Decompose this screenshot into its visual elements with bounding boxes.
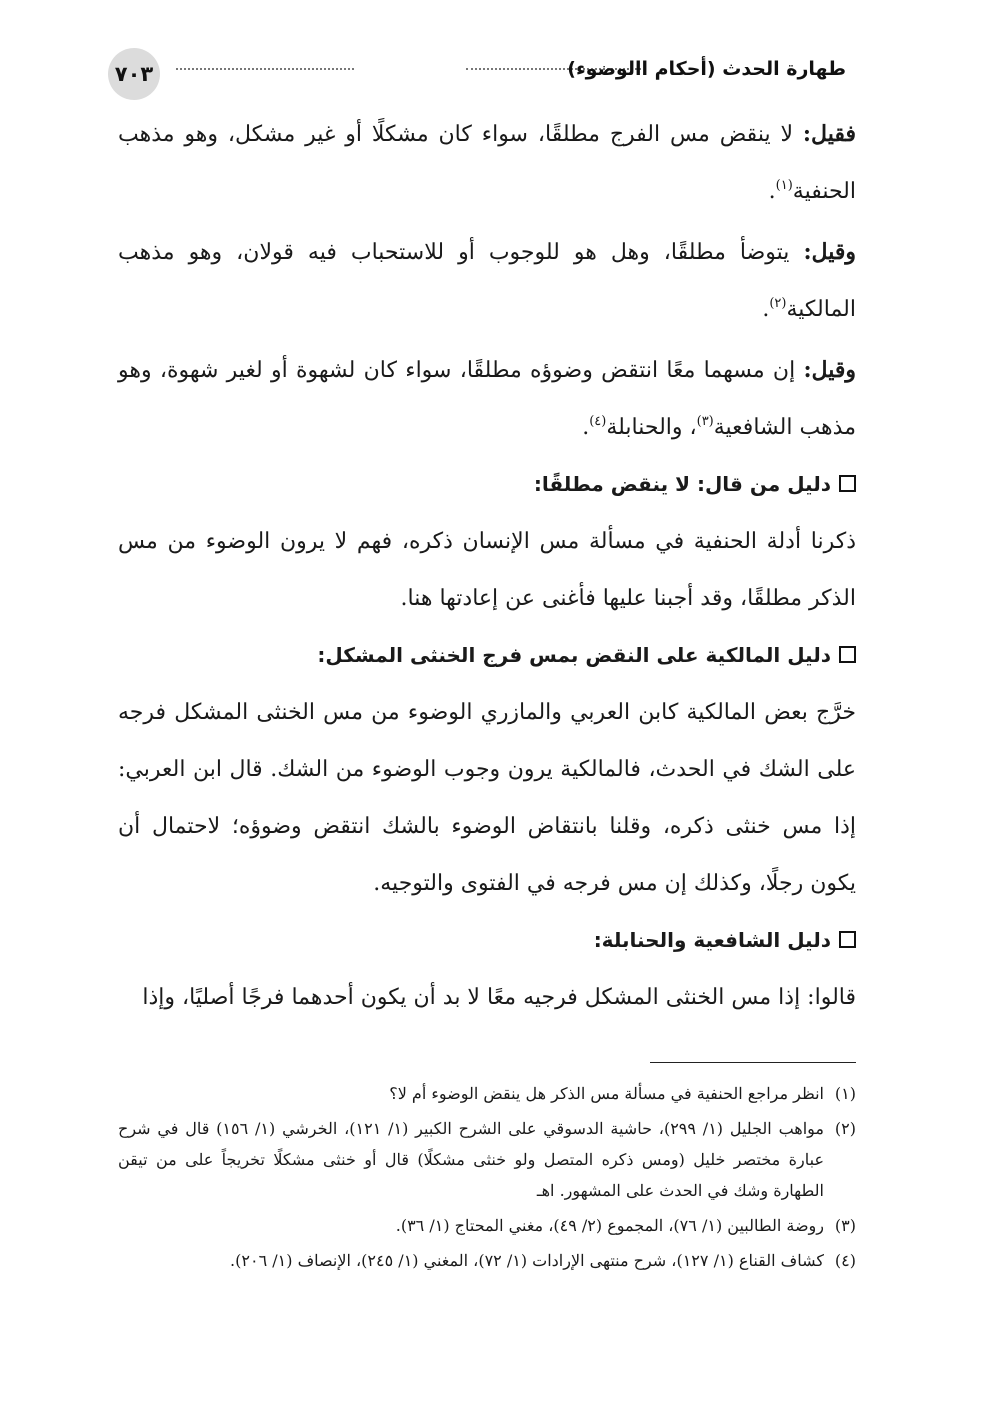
paragraph-text: إن مسهما معًا انتقض وضوؤه مطلقًا، سواء كان لشهوة أو لغير شهوة، وهو مذهب الشافعية (118, 358, 856, 440)
paragraph: وقيل: يتوضأ مطلقًا، وهل هو للوجوب أو للاستحباب فيه قولان، وهو مذهب المالكية$^{(٢)}$. (118, 239, 856, 322)
checkbox-square-icon (839, 646, 856, 663)
section-heading: دليل المالكية على النقض بمس فرج الخنثى المشكل: (118, 627, 856, 684)
chapter-title: طهارة الحدث (أحكام االوضوء) (567, 58, 846, 80)
section-paragraph: خرَّج بعض المالكية كابن العربي والمازري الوضوء من مس الخنثى المشكل فرجه على الشك في الحدث، فالمالكية يرون وجوب الوضوء من الشك. قال ابن العربي: إذا مس خنثى ذكره، وقلنا بانتقاض الوضوء بالشك انتقض وضوؤه؛ لاحتمال أن يكون رجلًا، وكذلك إن مس فرجه في الفتوى والتوجيه. (118, 700, 856, 896)
paragraph-lead: وقيل: (803, 357, 856, 383)
footnote (118, 1245, 856, 1276)
header-leader-dots (176, 68, 354, 72)
paragraph-text: يتوضأ مطلقًا، وهل هو للوجوب أو للاستحباب فيه قولان، وهو مذهب المالكية (118, 240, 856, 322)
footnote-number: (١) (834, 1084, 856, 1103)
section-paragraph: ذكرنا أدلة الحنفية في مسألة مس الإنسان ذكره، فهم لا يرون الوضوء من مس الذكر مطلقًا، وقد أجبنا عليها فأغنى عن إعادتها هنا. (118, 529, 856, 611)
main-text (118, 106, 856, 1026)
paragraph-lead: وقيل: (803, 239, 856, 265)
paragraph: وقيل: إن مسهما معًا انتقض وضوؤه مطلقًا، سواء كان لشهوة أو لغير شهوة، وهو مذهب الشافعية$^{(٣)}$، والحنابلة$^{(٤)}$. (118, 357, 856, 440)
footnote-ref[interactable]: (٣) (696, 414, 714, 429)
footnote-text: كشاف القناع (١/ ١٢٧)، شرح منتهى الإرادات (١/ ٧٢)، المغني (١/ ٢٤٥)، الإنصاف (١/ ٢٠٦). (230, 1251, 824, 1270)
footnote (118, 1078, 856, 1109)
footnote-separator (650, 1062, 856, 1063)
footnote-ref[interactable]: (٢) (769, 296, 787, 311)
footnote-text: انظر مراجع الحنفية في مسألة مس الذكر هل ينقض الوضوء أم لا؟ (389, 1084, 824, 1103)
paragraph: فقيل: لا ينقض مس الفرج مطلقًا، سواء كان مشكلًا أو غير مشكل، وهو مذهب الحنفية$^{(١)}$. (118, 121, 856, 204)
checkbox-square-icon (839, 931, 856, 948)
page-number: ٧٠٣ (108, 48, 160, 100)
checkbox-square-icon (839, 475, 856, 492)
paragraph-text: لا ينقض مس الفرج مطلقًا، سواء كان مشكلًا أو غير مشكل، وهو مذهب الحنفية (118, 122, 856, 204)
section-paragraph: قالوا: إذا مس الخنثى المشكل فرجيه معًا لا بد أن يكون أحدهما فرجًا أصليًا، وإذا (142, 985, 856, 1010)
footnote-number: (٣) (834, 1216, 856, 1235)
footnotes (118, 1078, 856, 1280)
footnote-number: (٤) (834, 1251, 856, 1270)
footnote-ref[interactable]: (٤) (589, 414, 607, 429)
footnote-text: مواهب الجليل (١/ ٢٩٩)، حاشية الدسوقي على الشرح الكبير (١/ ١٢١)، الخرشي (١/ ١٥٦) قال في شرح عبارة مختصر خليل (ومس ذكره المتصل ولو خنثى مشكلًا) قال أو خنثى مشكلًا تخريجاً على من تيقن الطهارة وشك في الحدث على المشهور. اهـ (118, 1119, 824, 1200)
footnote-number: (٢) (834, 1119, 856, 1138)
footnote-ref[interactable]: (١) (775, 178, 793, 193)
footnote (118, 1113, 856, 1206)
footnote-text: روضة الطالبين (١/ ٧٦)، المجموع (٢/ ٤٩)، مغني المحتاج (١/ ٣٦). (395, 1216, 824, 1235)
running-header (108, 48, 846, 98)
paragraph-lead: فقيل: (802, 121, 856, 147)
footnote (118, 1210, 856, 1241)
section-heading: دليل من قال: لا ينقض مطلقًا: (118, 456, 856, 513)
section-heading: دليل الشافعية والحنابلة: (118, 912, 856, 969)
